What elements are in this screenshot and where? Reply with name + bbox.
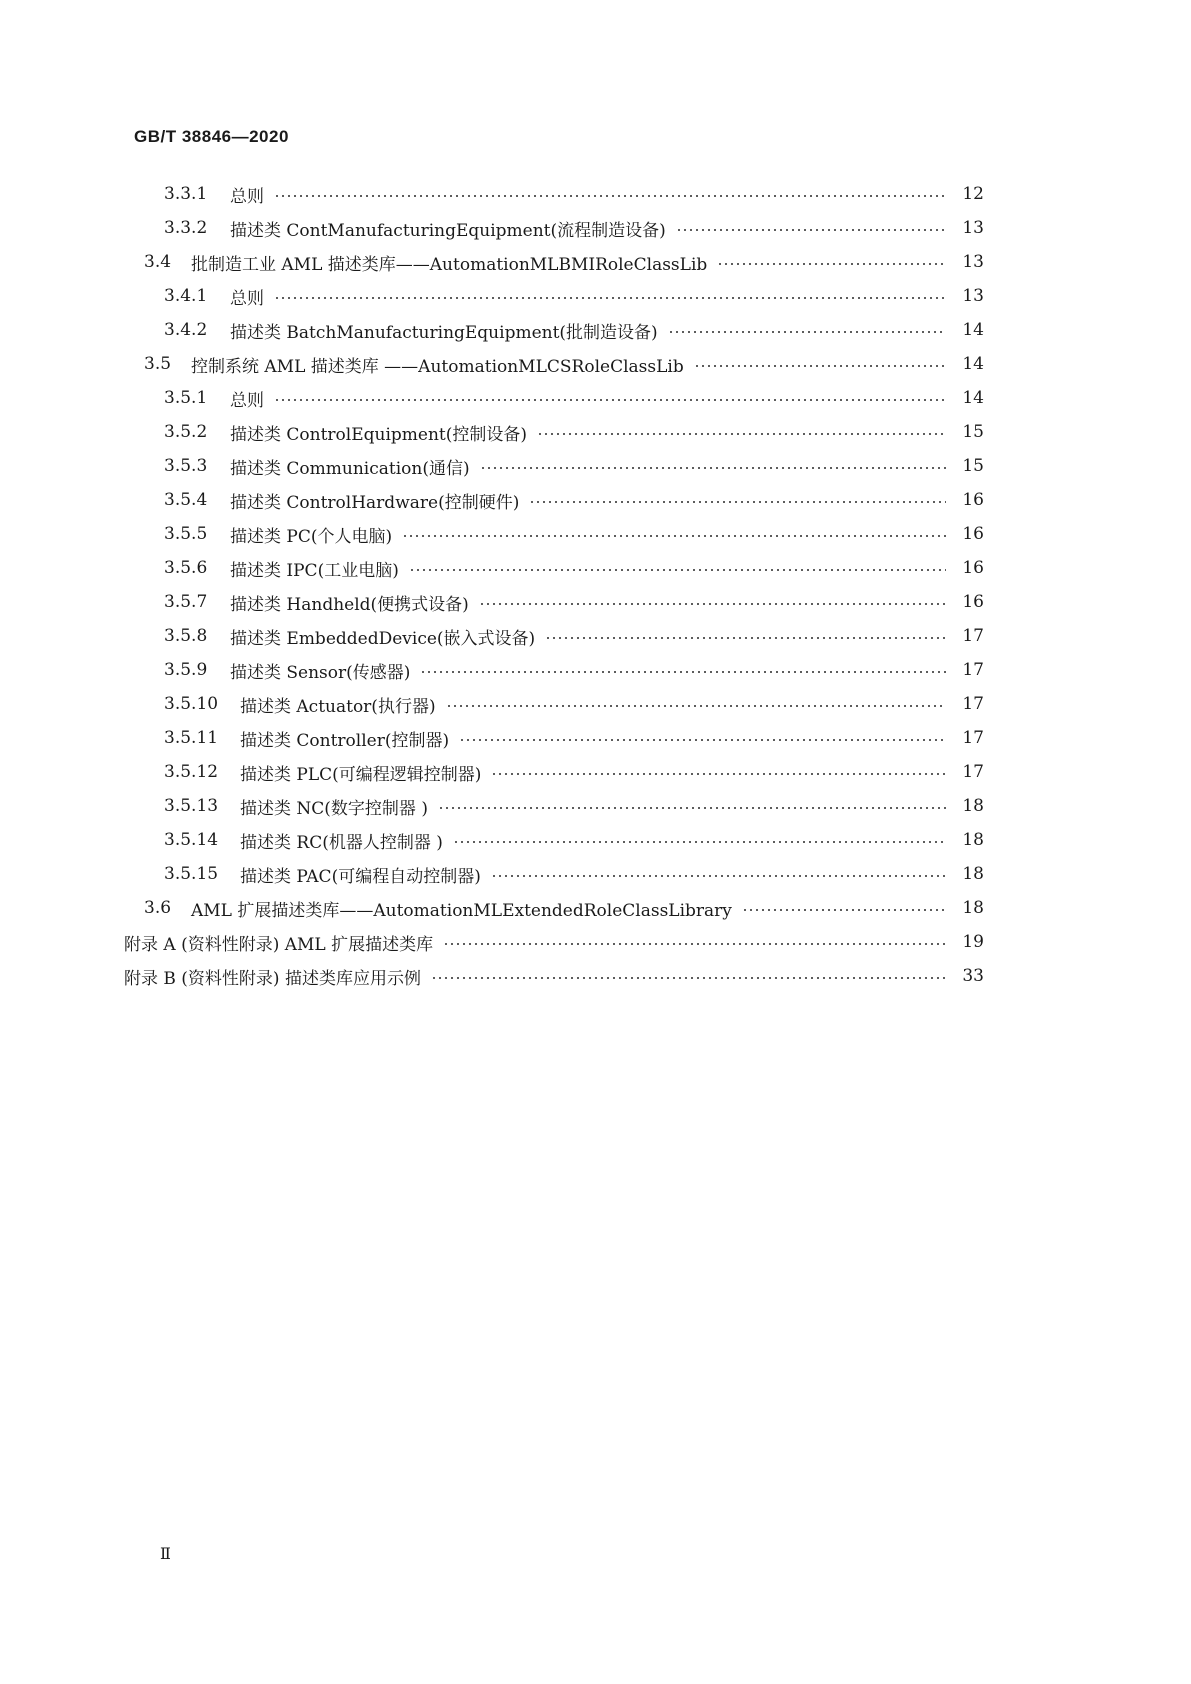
toc-entry-title: 描述类 Sensor(传感器) <box>230 662 411 683</box>
page-number: Ⅱ <box>160 1544 171 1563</box>
toc-leader-dots <box>491 773 946 775</box>
toc-entry-number: 3.5.5 <box>164 524 208 544</box>
toc-entry-number: 3.5.11 <box>164 728 219 748</box>
toc-entry-number: 3.5.8 <box>164 626 208 646</box>
toc-entry-title: 控制系统 AML 描述类库 ——AutomationMLCSRoleClassLib <box>191 356 684 377</box>
toc-entry-number: 3.5.2 <box>164 422 208 442</box>
toc-entry-title: 描述类 Handheld(便携式设备) <box>230 594 469 615</box>
toc-entry-number: 3.6 <box>144 898 172 918</box>
toc-entry[interactable] <box>164 177 984 211</box>
toc-entry-page: 16 <box>962 592 984 612</box>
toc-entry[interactable] <box>164 619 984 653</box>
toc-entry-title: 附录 A (资料性附录) AML 扩展描述类库 <box>124 934 434 955</box>
toc-entry-number: 3.5 <box>144 354 172 374</box>
toc-entry-page: 17 <box>962 626 984 646</box>
toc-entry[interactable] <box>164 211 984 245</box>
toc-entry-appendix-b[interactable] <box>124 959 984 993</box>
toc-entry-title: 描述类 EmbeddedDevice(嵌入式设备) <box>230 628 536 649</box>
toc-entry[interactable] <box>164 823 984 857</box>
toc-entry-number: 3.5.7 <box>164 592 208 612</box>
toc-leader-dots <box>668 331 946 333</box>
toc-leader-dots <box>479 603 946 605</box>
toc-entry-title: 描述类 ContManufacturingEquipment(流程制造设备) <box>230 220 666 241</box>
toc-entry[interactable] <box>144 347 984 381</box>
toc-leader-dots <box>274 399 946 401</box>
toc-entry-number: 3.3.2 <box>164 218 208 238</box>
toc-entry[interactable] <box>164 857 984 891</box>
toc-leader-dots <box>694 365 946 367</box>
toc-entry-title: 描述类 ControlEquipment(控制设备) <box>230 424 528 445</box>
toc-entry[interactable] <box>164 721 984 755</box>
toc-entry[interactable] <box>164 381 984 415</box>
toc-entry-page: 17 <box>962 694 984 714</box>
toc-leader-dots <box>537 433 946 435</box>
toc-entry-number: 3.5.9 <box>164 660 208 680</box>
toc-entry-page: 14 <box>962 388 984 408</box>
document-header: GB/T 38846—2020 <box>134 127 289 146</box>
toc-leader-dots <box>459 739 946 741</box>
toc-entry-number: 3.4 <box>144 252 172 272</box>
toc-entry-number: 3.5.13 <box>164 796 219 816</box>
toc-leader-dots <box>446 705 946 707</box>
toc-entry[interactable] <box>164 687 984 721</box>
toc-entry-title: 总则 <box>230 288 264 309</box>
toc-entry-page: 14 <box>962 354 984 374</box>
toc-entry-page: 16 <box>962 558 984 578</box>
toc-entry-title: 描述类 NC(数字控制器 ) <box>240 798 428 819</box>
toc-entry-title: 描述类 IPC(工业电脑) <box>230 560 399 581</box>
toc-entry[interactable] <box>164 789 984 823</box>
toc-leader-dots <box>443 943 946 945</box>
toc-entry-page: 17 <box>962 660 984 680</box>
toc-entry-page: 12 <box>962 184 984 204</box>
toc-entry-number: 3.5.3 <box>164 456 208 476</box>
toc-leader-dots <box>274 297 946 299</box>
toc-entry-title: 描述类 RC(机器人控制器 ) <box>240 832 443 853</box>
toc-leader-dots <box>420 671 946 673</box>
toc-entry-number: 3.5.12 <box>164 762 219 782</box>
toc-entry[interactable] <box>164 313 984 347</box>
toc-entry-number: 3.5.1 <box>164 388 208 408</box>
toc-leader-dots <box>480 467 946 469</box>
toc-leader-dots <box>409 569 946 571</box>
toc-entry-page: 15 <box>962 422 984 442</box>
toc-entry-title: 描述类 PAC(可编程自动控制器) <box>240 866 481 887</box>
toc-entry-page: 19 <box>962 932 984 952</box>
toc-entry-page: 16 <box>962 490 984 510</box>
toc-entry[interactable] <box>164 279 984 313</box>
toc-entry[interactable] <box>164 517 984 551</box>
toc-entry-page: 18 <box>962 864 984 884</box>
toc-entry-title: 总则 <box>230 186 264 207</box>
toc-leader-dots <box>453 841 946 843</box>
toc-entry-page: 16 <box>962 524 984 544</box>
toc-entry-page: 13 <box>962 218 984 238</box>
toc-entry[interactable] <box>164 653 984 687</box>
toc-leader-dots <box>717 263 946 265</box>
toc-entry-page: 17 <box>962 762 984 782</box>
toc-entry[interactable] <box>164 449 984 483</box>
toc-entry[interactable] <box>164 551 984 585</box>
toc-leader-dots <box>545 637 946 639</box>
toc-entry-appendix-a[interactable] <box>124 925 984 959</box>
toc-entry-number: 3.5.4 <box>164 490 208 510</box>
toc-entry-number: 3.4.1 <box>164 286 208 306</box>
toc-entry-number: 3.5.15 <box>164 864 219 884</box>
toc-entry-title: 描述类 PC(个人电脑) <box>230 526 393 547</box>
toc-entry-number: 3.5.6 <box>164 558 208 578</box>
toc-entry-title: 描述类 Communication(通信) <box>230 458 470 479</box>
toc-entry-page: 18 <box>962 796 984 816</box>
toc-entry-title: 附录 B (资料性附录) 描述类库应用示例 <box>124 968 421 989</box>
toc-entry-page: 13 <box>962 286 984 306</box>
toc-entry[interactable] <box>164 585 984 619</box>
toc-entry[interactable] <box>164 483 984 517</box>
toc-entry[interactable] <box>144 245 984 279</box>
toc-entry-title: 描述类 Actuator(执行器) <box>240 696 436 717</box>
toc-leader-dots <box>438 807 946 809</box>
toc-leader-dots <box>676 229 946 231</box>
toc-entry-page: 15 <box>962 456 984 476</box>
toc-leader-dots <box>431 977 946 979</box>
toc-entry-number: 3.3.1 <box>164 184 208 204</box>
toc-leader-dots <box>491 875 946 877</box>
toc-entry-title: 描述类 BatchManufacturingEquipment(批制造设备) <box>230 322 658 343</box>
toc-entry-title: 批制造工业 AML 描述类库——AutomationMLBMIRoleClassLib <box>191 254 708 275</box>
toc-leader-dots <box>274 195 946 197</box>
toc-entry-title: 描述类 Controller(控制器) <box>240 730 450 751</box>
toc-entry[interactable] <box>164 415 984 449</box>
toc-leader-dots <box>529 501 946 503</box>
toc-entry-page: 18 <box>962 898 984 918</box>
toc-entry[interactable] <box>164 755 984 789</box>
toc-leader-dots <box>402 535 946 537</box>
toc-entry-page: 18 <box>962 830 984 850</box>
toc-leader-dots <box>742 909 946 911</box>
toc-entry-title: 总则 <box>230 390 264 411</box>
toc-entry-title: 描述类 PLC(可编程逻辑控制器) <box>240 764 482 785</box>
toc-entry-title: AML 扩展描述类库——AutomationMLExtendedRoleClassLibrary <box>191 900 732 921</box>
toc-entry-number: 3.5.14 <box>164 830 219 850</box>
toc-entry-number: 3.4.2 <box>164 320 208 340</box>
toc-entry-number: 3.5.10 <box>164 694 219 714</box>
toc-entry-title: 描述类 ControlHardware(控制硬件) <box>230 492 520 513</box>
toc-entry-page: 33 <box>962 966 984 986</box>
toc-entry[interactable] <box>144 891 984 925</box>
toc-entry-page: 13 <box>962 252 984 272</box>
toc-entry-page: 14 <box>962 320 984 340</box>
toc-entry-page: 17 <box>962 728 984 748</box>
